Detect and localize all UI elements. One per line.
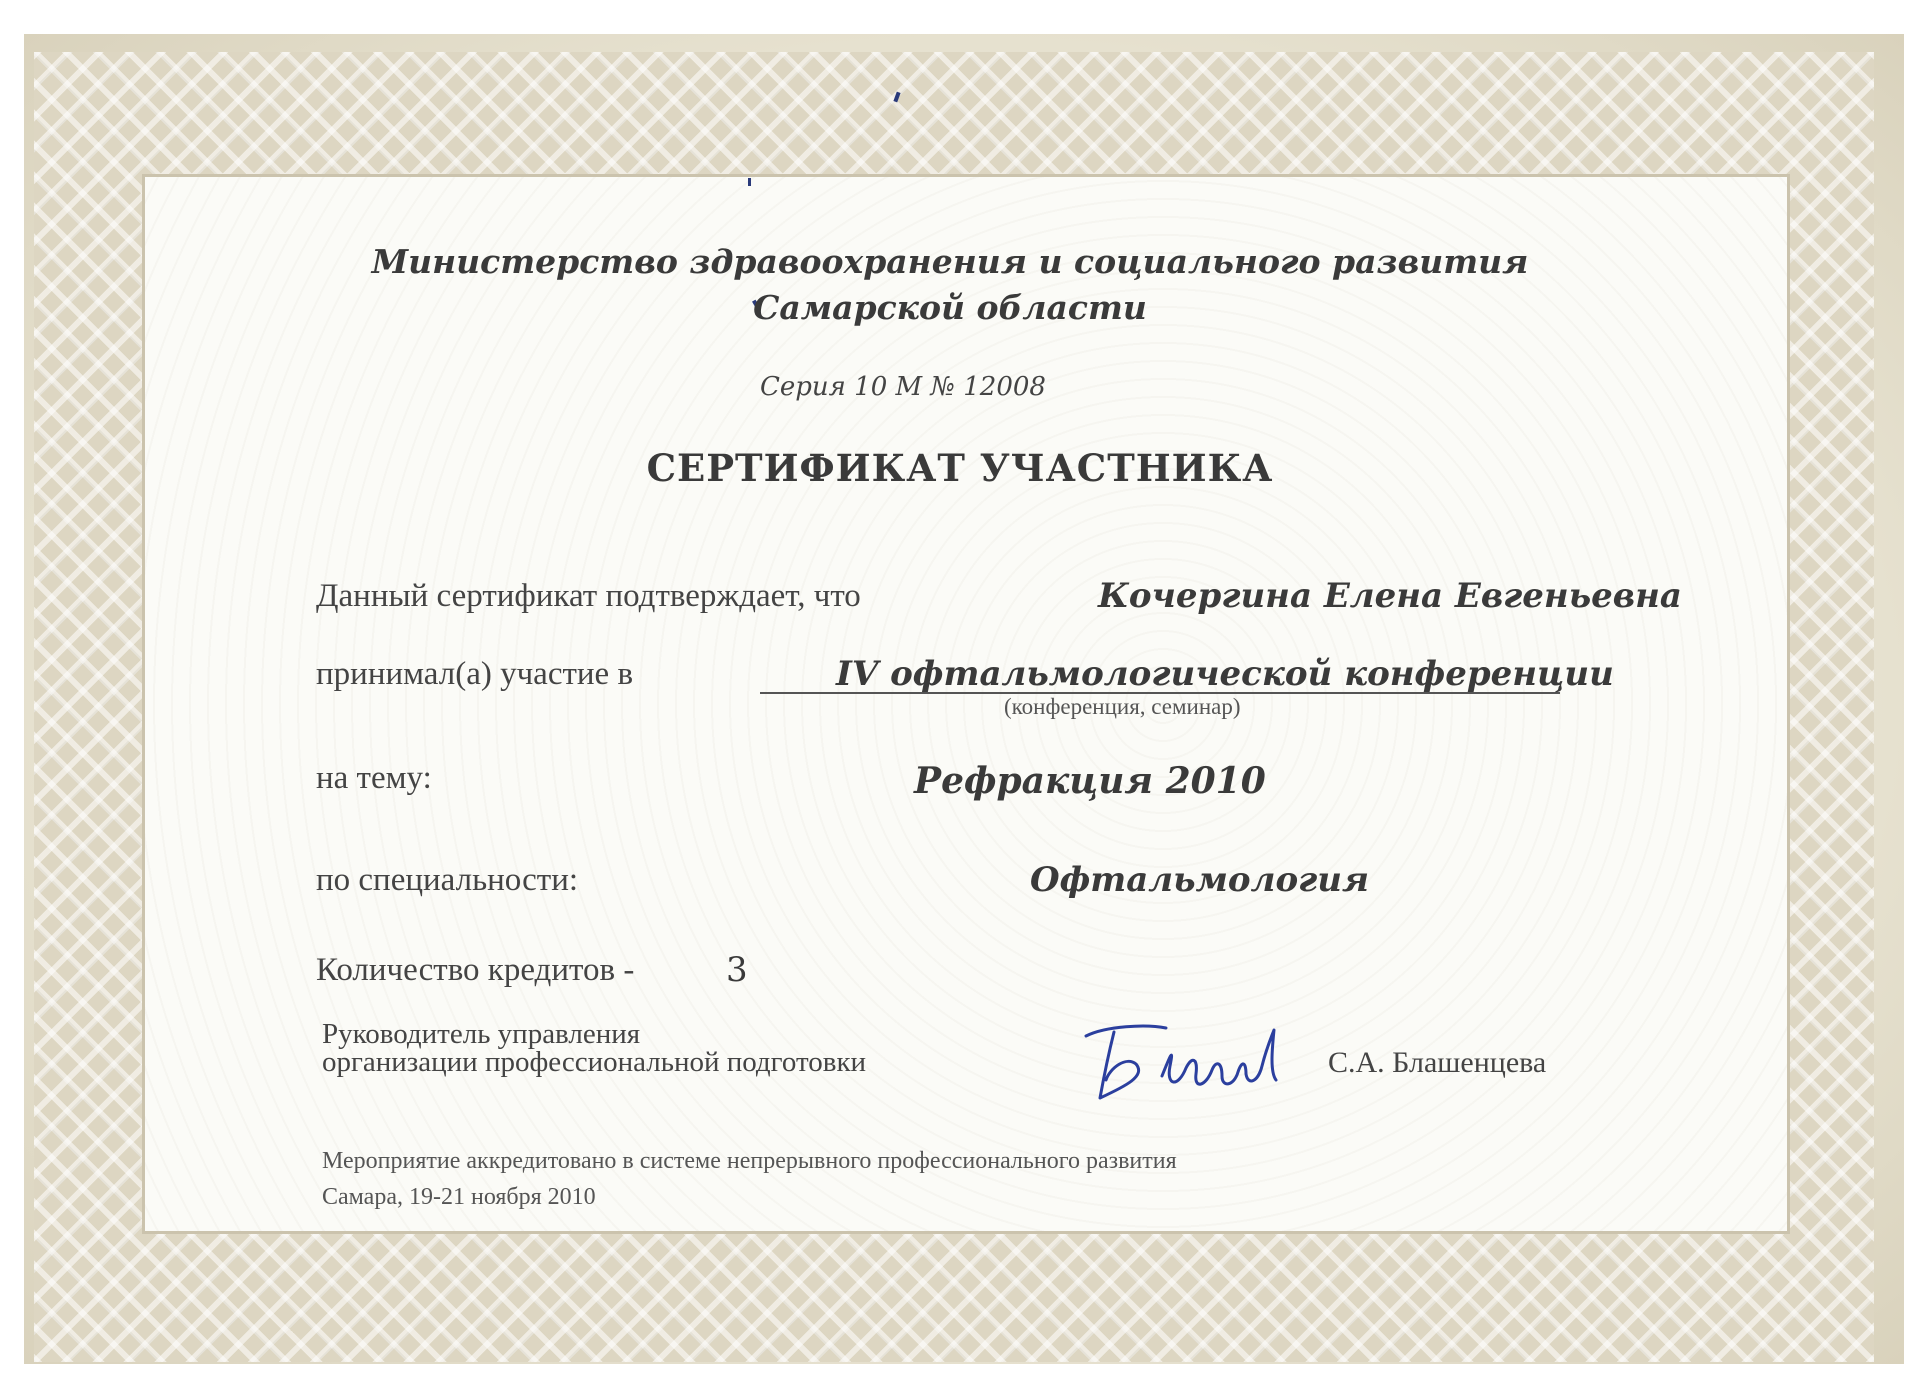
signatory-position-line1: Руководитель управления [322, 1018, 641, 1050]
participated-label: принимал(а) участие в [316, 656, 634, 692]
specialty-label: по специальности: [316, 862, 579, 898]
signatory-position-line2: организации профессиональной подготовки [322, 1046, 867, 1078]
credits-label: Количество кредитов - [316, 952, 635, 988]
participant-name: Кочергина Елена Евгеньевна [1098, 576, 1682, 616]
ministry-name-line2: Самарской области [753, 288, 1147, 327]
specialty-value: Офтальмология [1030, 860, 1370, 900]
ministry-name-line1: Министерство здравоохранения и социального развития [371, 242, 1529, 281]
topic-label: на тему: [316, 760, 432, 796]
signatory-name: С.А. Блашенцева [1328, 1046, 1547, 1079]
place-and-date: Самара, 19-21 ноября 2010 [322, 1184, 596, 1210]
confirms-label: Данный сертификат подтверждает, что [316, 578, 861, 614]
ink-speck [748, 178, 751, 186]
credits-value: 3 [726, 950, 748, 990]
accreditation-note: Мероприятие аккредитовано в системе непрерывного профессионального развития [322, 1148, 1177, 1174]
handwritten-signature [1066, 1006, 1306, 1116]
series-number: Серия 10 М № 12008 [760, 372, 1046, 402]
event-name: IV офтальмологической конференции [836, 654, 1614, 694]
event-hint: (конференция, семинар) [1004, 694, 1241, 719]
topic-value: Рефракция 2010 [914, 760, 1266, 802]
certificate-title: СЕРТИФИКАТ УЧАСТНИКА [646, 446, 1274, 490]
